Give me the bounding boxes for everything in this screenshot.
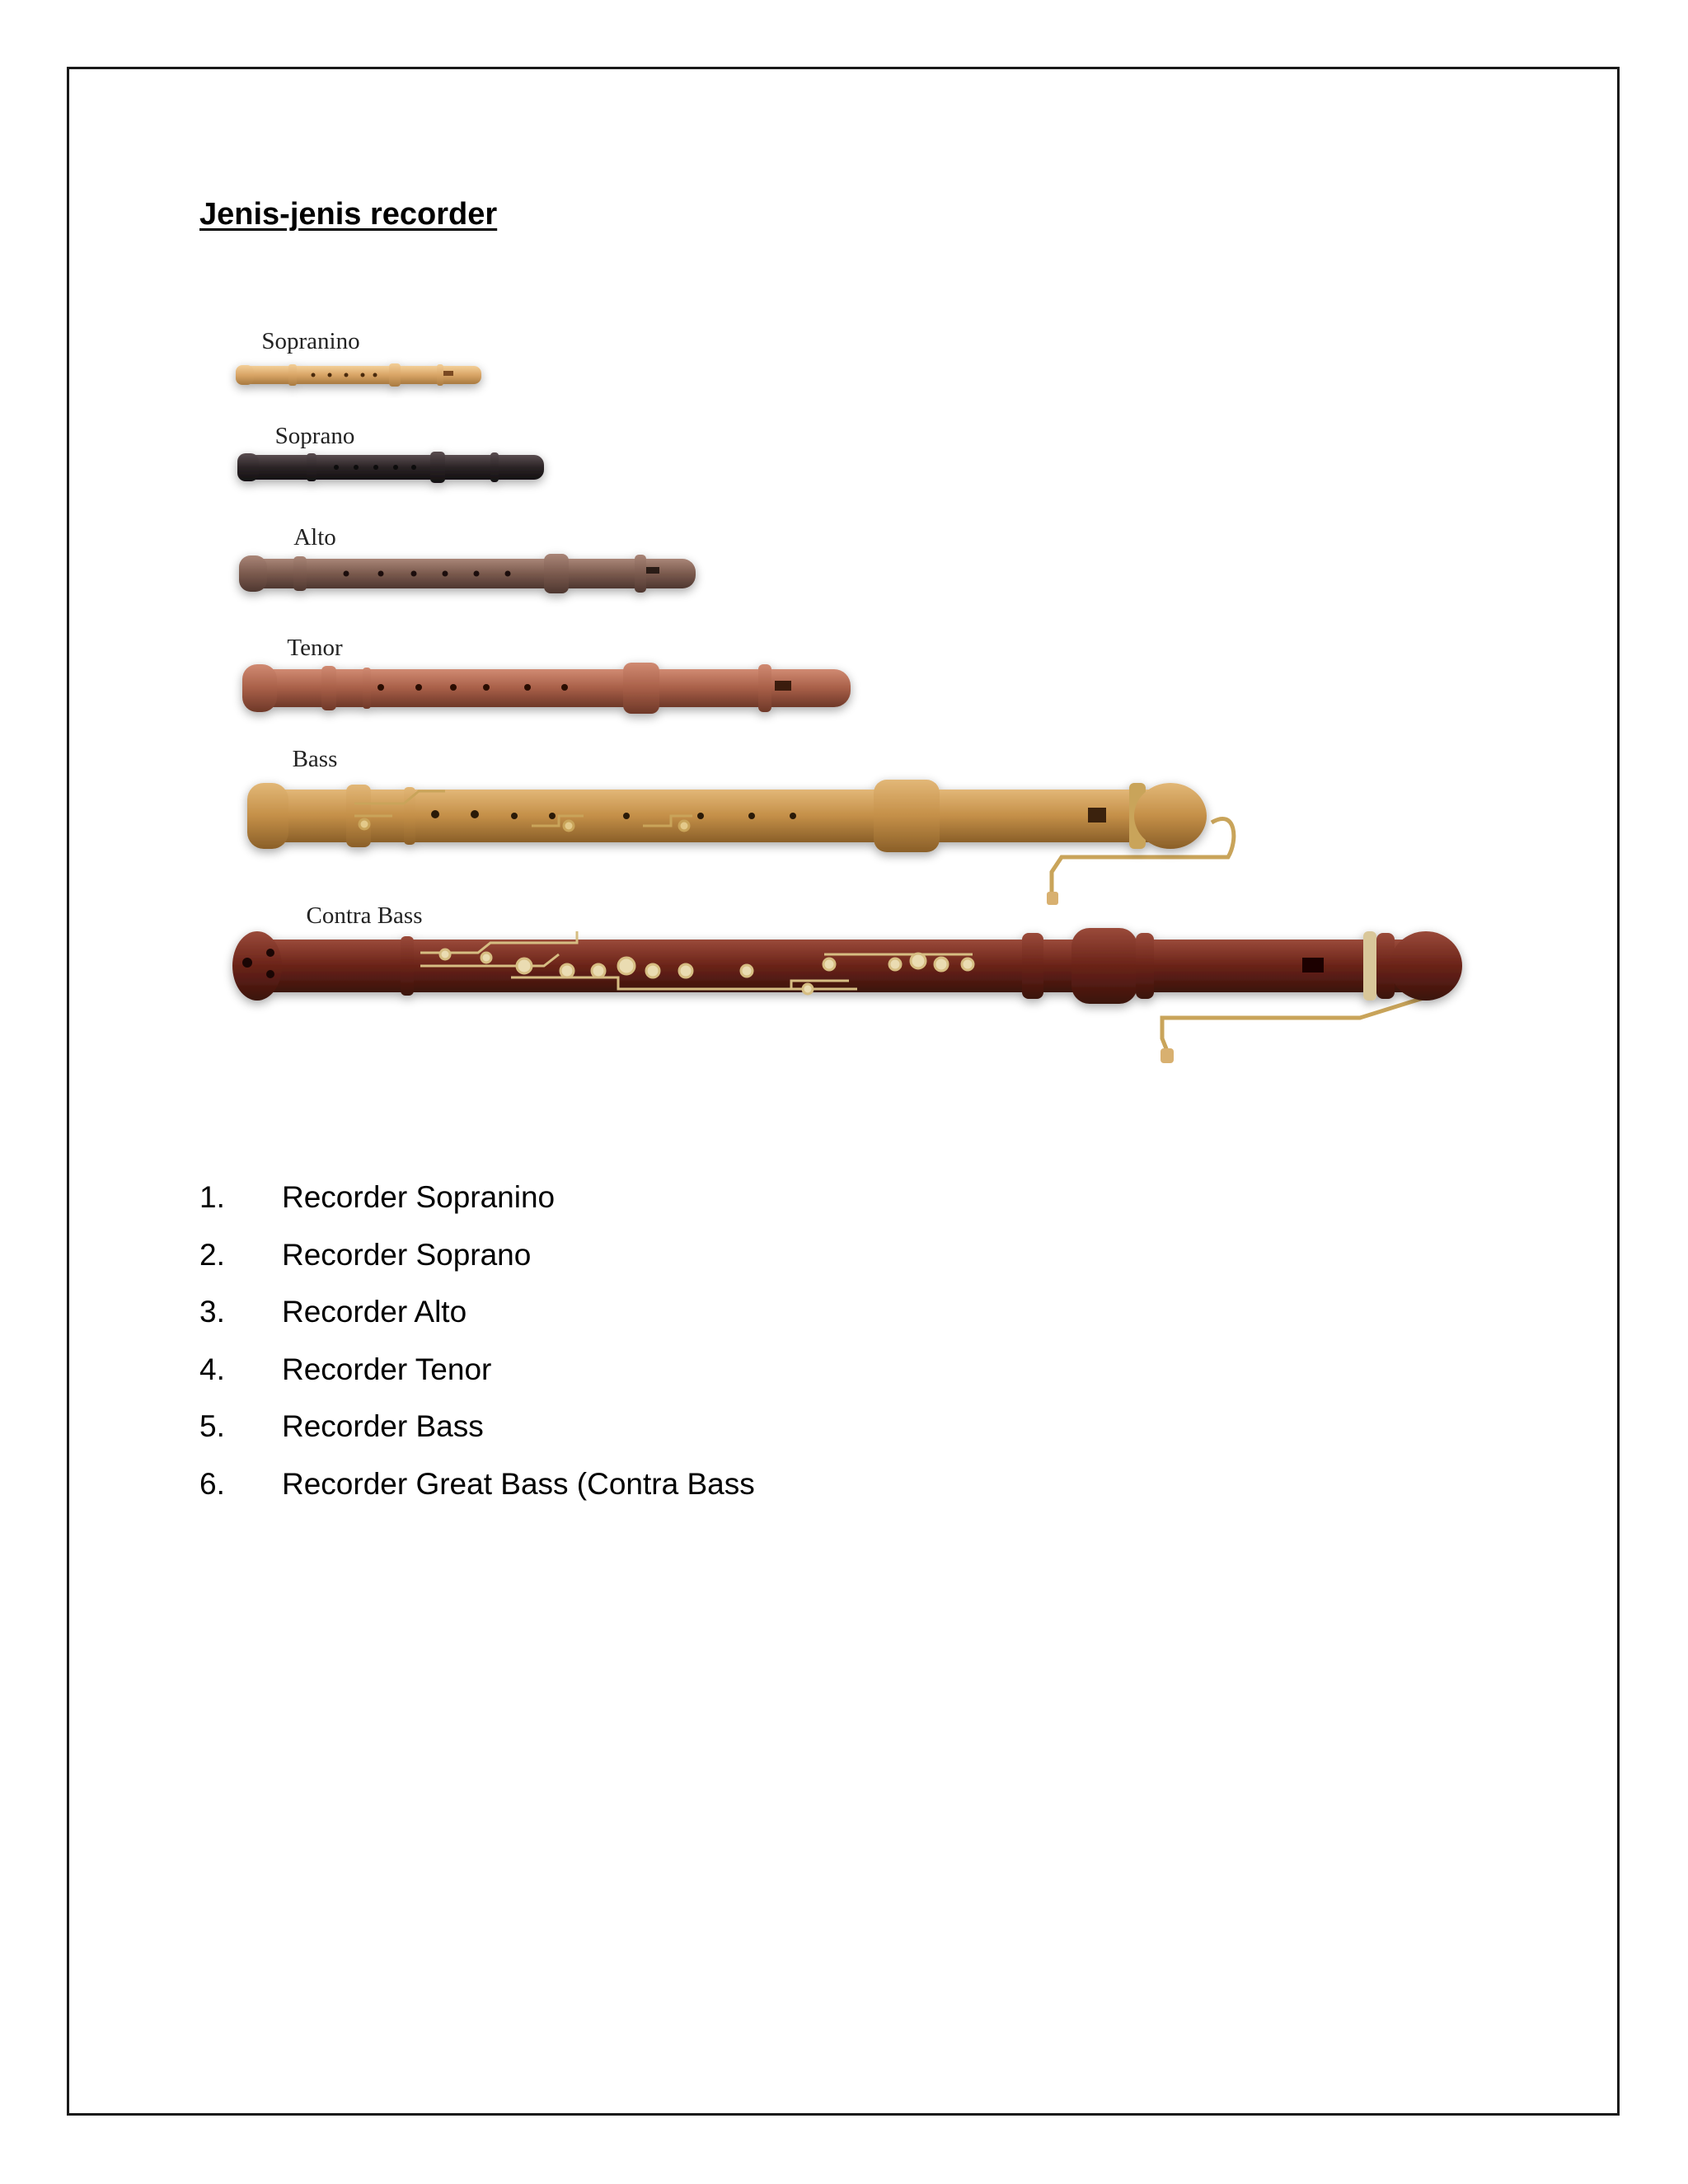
page-title: Jenis-jenis recorder (199, 197, 498, 232)
recorder-alto (239, 554, 696, 593)
label-alto: Alto (293, 524, 336, 551)
recorder-bass (247, 780, 1234, 905)
list-item-number: 6. (199, 1466, 225, 1501)
list-item-number: 3. (199, 1295, 225, 1329)
list-item-text: Recorder Soprano (282, 1237, 532, 1272)
list-item (199, 1341, 755, 1399)
list-item-text: Recorder Sopranino (282, 1180, 556, 1214)
recorders-figure (198, 247, 1484, 1088)
recorder-tenor (242, 663, 851, 714)
list-item (199, 1226, 755, 1284)
label-bass: Bass (292, 746, 338, 772)
list-item (199, 1455, 755, 1513)
recorder-types-list (199, 1169, 755, 1512)
label-soprano: Soprano (274, 423, 355, 449)
list-item (199, 1398, 755, 1455)
list-item-number: 2. (199, 1237, 225, 1272)
list-item (199, 1283, 755, 1341)
recorder-soprano (237, 452, 544, 483)
list-item-text: Recorder Great Bass (Contra Bass (282, 1466, 755, 1501)
list-item-text: Recorder Tenor (282, 1352, 492, 1386)
list-item-number: 1. (199, 1180, 225, 1214)
recorder-sopranino (236, 363, 481, 387)
label-contra-bass: Contra Bass (306, 902, 423, 929)
label-tenor: Tenor (287, 635, 343, 661)
list-item (199, 1169, 755, 1226)
list-item-text: Recorder Bass (282, 1409, 484, 1443)
list-item-text: Recorder Alto (282, 1295, 467, 1329)
label-sopranino: Sopranino (261, 328, 360, 354)
list-item-number: 4. (199, 1352, 225, 1386)
recorder-contra-bass (232, 928, 1462, 1063)
list-item-number: 5. (199, 1409, 225, 1443)
